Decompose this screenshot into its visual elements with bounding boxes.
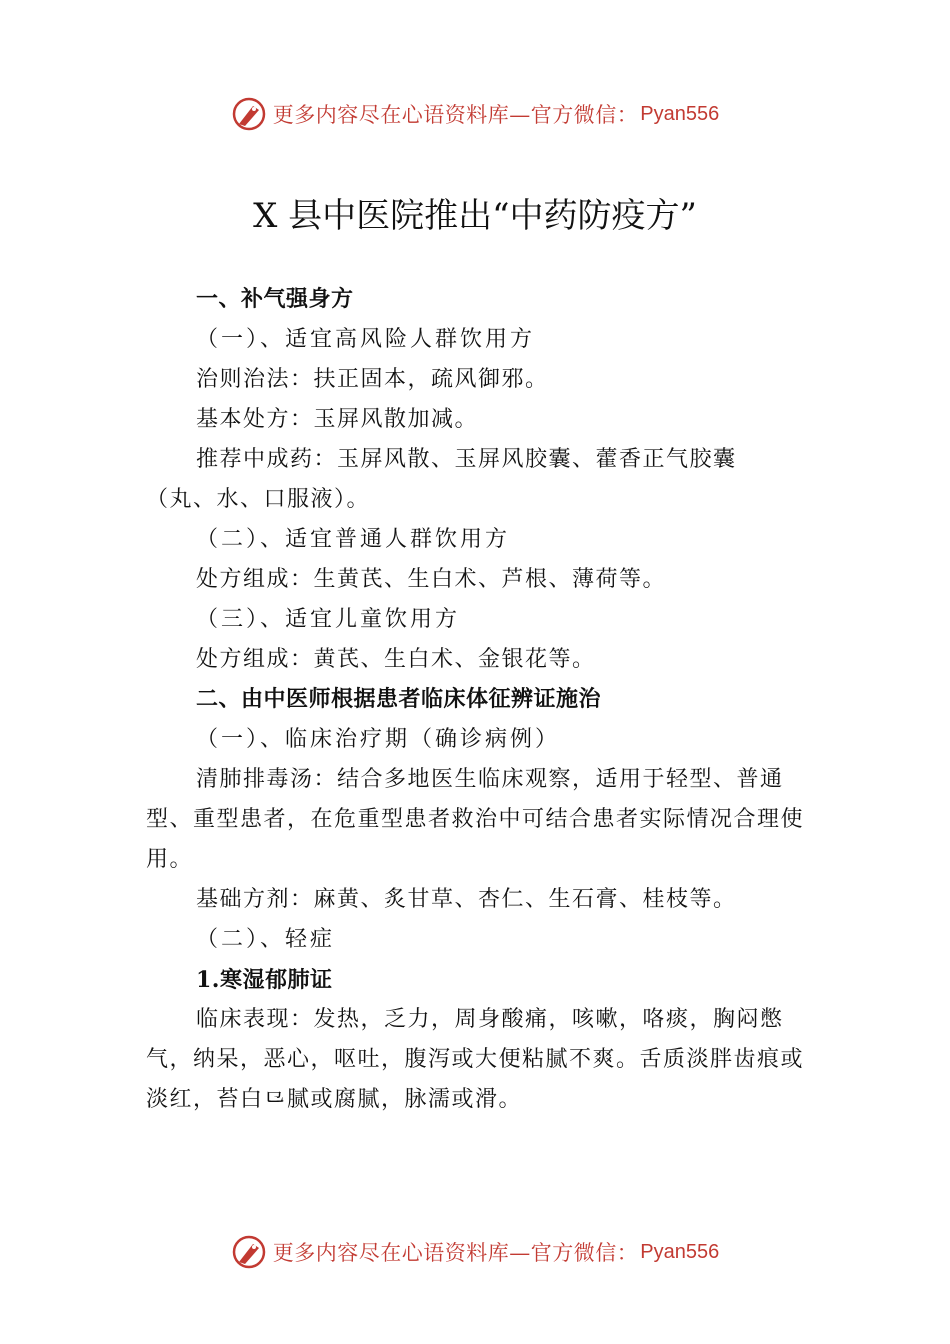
document-body [146,280,806,1120]
watermark-wechat-id: Pyan556 [640,102,720,125]
paragraph: 清肺排毒汤：结合多地医生临床观察，适用于轻型、普通型、重型患者，在危重型患者救治中可结合患者实际情况合理使用。 [146,767,805,872]
paragraph: 处方组成：生黄芪、生白术、芦根、薄荷等。 [196,567,667,592]
section-heading-2: 二、由中医师根据患者临床体征辨证施治 [196,687,602,712]
subsection-heading: （一）、临床治疗期（确诊病例） [196,727,561,752]
paragraph: 基础方剂：麻黄、炙甘草、杏仁、生石膏、桂枝等。 [196,887,737,912]
paragraph: 治则治法：扶正固本，疏风御邪。 [196,367,549,392]
watermark-wechat-id: Pyan556 [640,1240,720,1263]
watermark-banner-bottom [0,1232,950,1272]
section-heading-1: 一、补气强身方 [196,287,354,312]
paragraph: 处方组成：黄芪、生白术、金银花等。 [196,647,596,672]
watermark-text: 更多内容尽在心语资料库—官方微信： [272,1241,639,1265]
watermark-banner-top [0,94,950,134]
pen-nib-circle-icon [231,1234,267,1270]
syndrome-heading: 1.寒湿郁肺证 [196,967,333,993]
paragraph: 推荐中成药：玉屏风散、玉屏风胶囊、藿香正气胶囊（丸、水、口服液）。 [146,447,737,512]
paragraph: 基本处方：玉屏风散加减。 [196,407,479,432]
subsection-heading: （三）、适宜儿童饮用方 [196,607,461,632]
paragraph: 临床表现：发热，乏力，周身酸痛，咳嗽，咯痰，胸闷憋气，纳呆，恶心，呕吐，腹泻或大便粘腻不爽。舌质淡胖齿痕或淡红，苔白⺋腻或腐腻，脉濡或滑。 [146,1007,805,1112]
pen-nib-circle-icon [231,96,267,132]
subsection-heading: （一）、适宜高风险人群饮用方 [196,327,536,352]
watermark-text: 更多内容尽在心语资料库—官方微信： [272,103,639,127]
document-title: X 县中医院推出“中药防疫方” [253,196,697,236]
subsection-heading: （二）、轻症 [196,927,336,952]
subsection-heading: （二）、适宜普通人群饮用方 [196,527,511,552]
